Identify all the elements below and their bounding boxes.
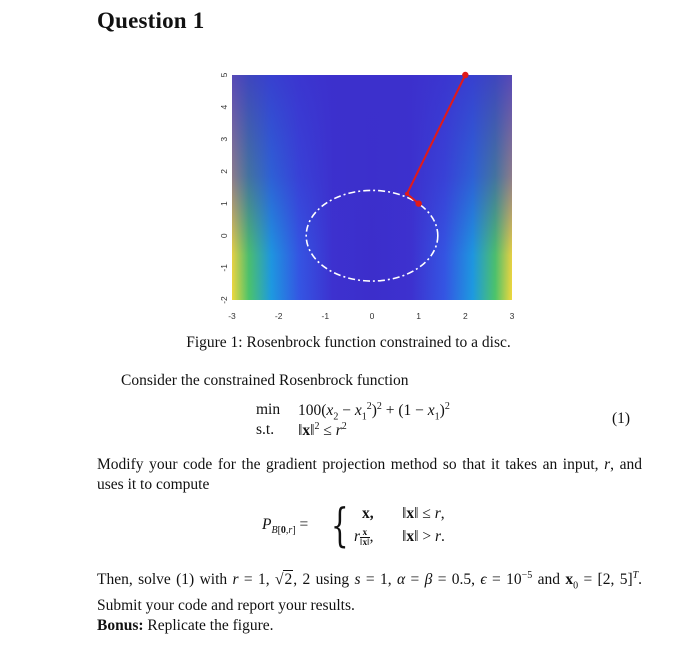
iterate-point	[462, 72, 468, 78]
y-tick-label: 2	[219, 169, 229, 174]
then-paragraph: Then, solve (1) with r = 1, √2, 2 using s = 1, α = β = 0.5, $\epsilon = 10^{-5}$ and $x_0 = [2$, 5]$^T$. Submit your code and report your results. Bonus: Replicate the figure.	[97, 570, 643, 635]
x-tick-label: -2	[274, 311, 283, 321]
min-label: min	[256, 401, 281, 418]
case1-condition: ‖x‖ ≤ r,	[402, 505, 445, 522]
y-tick-label: -2	[219, 296, 229, 304]
y-tick-label: 3	[219, 136, 229, 142]
modify-paragraph: Modify your code for the gradient projection method so that it takes an input, r, and uses it to compute	[97, 456, 643, 493]
heatmap-shading	[232, 75, 512, 300]
y-tick-label: 5	[219, 72, 229, 78]
subject-to-label: s.t.	[256, 421, 275, 438]
x-tick-label: -3	[228, 311, 236, 321]
question-heading: Question 1	[97, 8, 205, 33]
x-tick-label: 1	[416, 311, 422, 321]
case1-value: x,	[362, 505, 374, 522]
x-tick-label: -1	[321, 311, 330, 321]
y-tick-label: 0	[219, 233, 229, 239]
y-tick-label: 1	[219, 201, 229, 206]
case2-value: r $\frac{x}{‖x‖}$ ,	[354, 527, 374, 547]
iterate-point	[405, 192, 409, 196]
figure-caption: Figure 1: Rosenbrock function constrained to a disc.	[186, 334, 511, 351]
objective-expression: $100(x_2 - x_1^2)^2 + (1 - x_1)^2$	[298, 401, 450, 423]
constraint-expression: ‖x‖$^2$ ≤ $r^2$	[298, 421, 347, 440]
bonus-label: Bonus:	[97, 617, 144, 635]
x-tick-label: 0	[369, 311, 375, 321]
intro-text: Consider the constrained Rosenbrock function	[121, 372, 409, 389]
x-tick-label: 3	[509, 311, 515, 321]
x-tick-label: 2	[462, 311, 468, 321]
equation-number: (1)	[612, 410, 631, 427]
y-tick-label: 4	[219, 104, 229, 110]
projection-lhs: $P_{B[0,r]}$ =	[262, 516, 309, 537]
cases-brace: {	[331, 498, 349, 552]
case2-condition: ‖x‖ > r.	[402, 528, 445, 545]
iterate-point	[415, 200, 421, 206]
y-tick-label: -1	[219, 264, 229, 272]
